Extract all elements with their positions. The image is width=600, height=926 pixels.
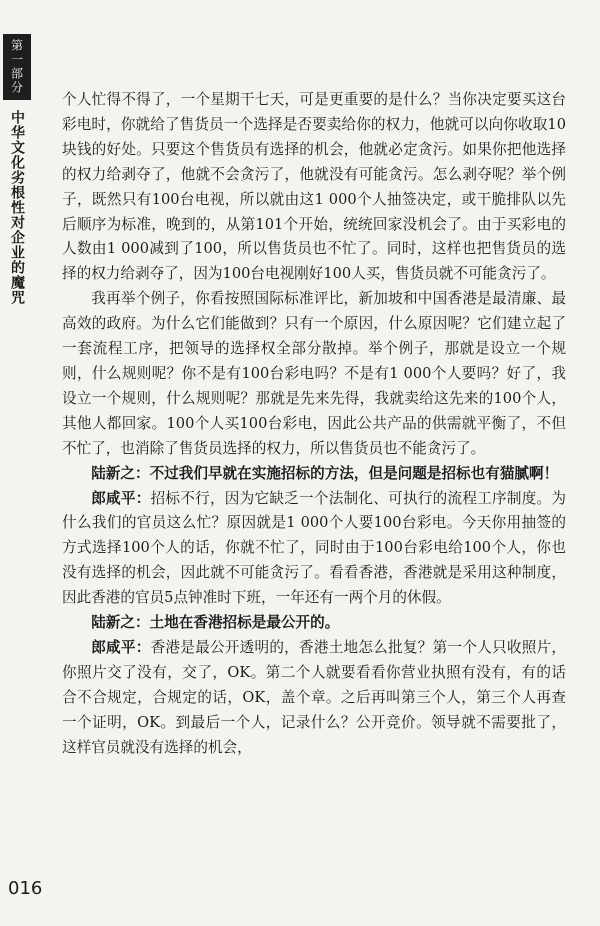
speaker-name: 郎咸平：: [91, 638, 151, 656]
dialogue-paragraph: [62, 462, 566, 487]
page-number: 016: [8, 878, 43, 899]
dialogue-paragraph: [62, 611, 566, 636]
dialogue-text: 土地在香港招标是最公开的。: [149, 614, 340, 632]
dialogue-paragraph: [62, 636, 566, 761]
dialogue-text: 招标不行，因为它缺乏一个法制化、可执行的流程工序制度。为什么我们的官员这么忙？原因就是1 000个人要100台彩电。今天你用抽签的方式选择100个人的话，你就不忙了，同时由于100台彩电给100个人，你也没有选择的机会，因此就不可能贪污了。看看香港，香港就是采用这种制度，因此香港的官员5点钟准时下班，一年还有一两个月的休假。: [62, 489, 566, 607]
book-title: 中华文化劣根性对企业的魔咒: [9, 110, 25, 305]
dialogue-text: 香港是最公开透明的，香港土地怎么批复？第一个人只收照片，你照片交了没有，交了，OK。第二个人就要看看你营业执照有没有，有的话合不合规定，合规定的话，OK，盖个章。之后再叫第三个人，第三个人再查一个证明，OK。到最后一个人，记录什么？公开竞价。领导就不需要批了，这样官员就没有选择的机会，: [62, 638, 566, 756]
body-text: [62, 88, 566, 760]
speaker-name: 陆新之：: [91, 464, 150, 482]
speaker-name: 郎咸平：: [91, 489, 151, 507]
sidebar: [0, 0, 43, 926]
paragraph: 我再举个例子，你看按照国际标准评比，新加坡和中国香港是最清廉、最高效的政府。为什么它们能做到？只有一个原因，什么原因呢？它们建立起了一套流程工序，把领导的选择权全部分散掉。举个例子，那就是设立一个规则，什么规则呢？你不是有100台彩电吗？不是有1 000个人要吗？好了，我设立一个规则，什么规则呢？那就是先来先得，我就卖给这先来的100个人，其他人都回家。100个人买100台彩电，因此公共产品的供需就平衡了，不但不忙了，也消除了售货员选择的权力，所以售货员也不能贪污了。: [62, 290, 566, 457]
dialogue-text: 不过我们早就在实施招标的方法，但是问题是招标也有猫腻啊！: [149, 464, 559, 482]
part-label: 第一部分: [3, 34, 31, 100]
paragraph: 个人忙得不得了，一个星期干七天，可是更重要的是什么？当你决定要买这台彩电时，你就给了售货员一个选择是否要卖给你的权力，他就可以向你收取10块钱的好处。只要这个售货员有选择的机会，他就必定贪污。如果你把他选择的权力给剥夺了，他就不会贪污了，他就没有可能贪污。怎么剥夺呢？举个例子，既然只有100台电视，所以就由这1 000个人抽签决定，或干脆排队以先后顺序为标准，晚到的，从第101个开始，统统回家没机会了。由于买彩电的人数由1 000减到了100，所以售货员也不忙了。同时，这样也把售货员的选择的权力给剥夺了，因为100台电视刚好100人买，售货员就不可能贪污了。: [62, 91, 566, 283]
speaker-name: 陆新之：: [91, 614, 150, 632]
dialogue-paragraph: [62, 487, 566, 612]
